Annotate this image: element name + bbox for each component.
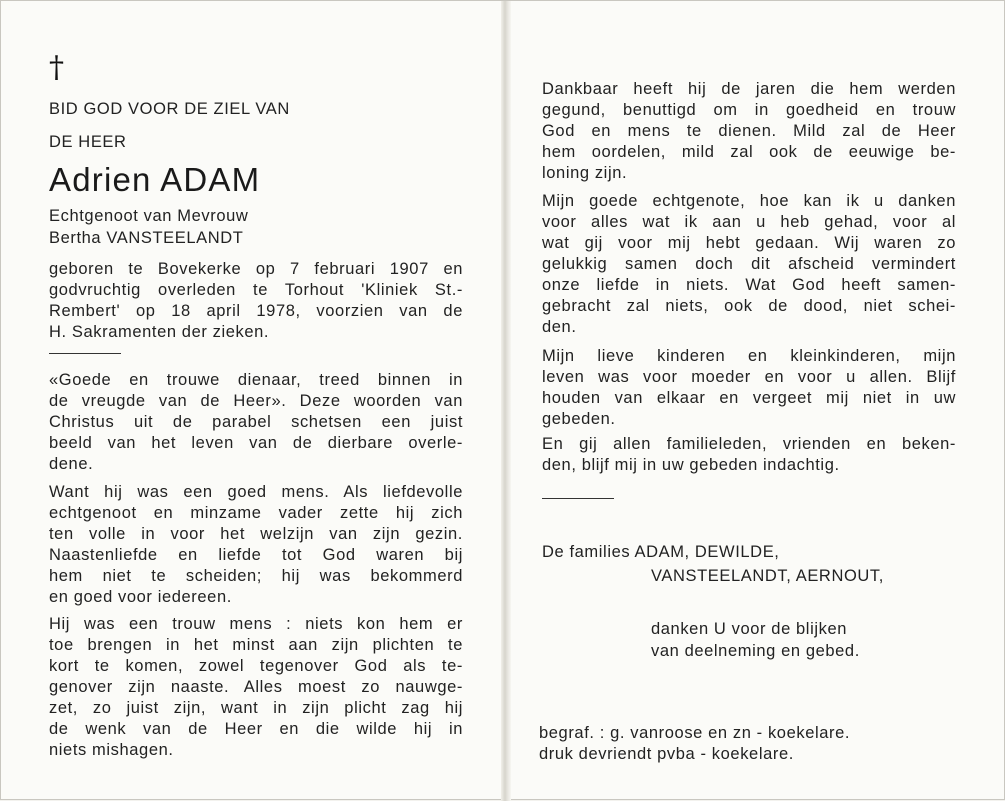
left-page — [49, 1, 469, 801]
right-page — [539, 1, 962, 801]
paragraph-line: wat gij voor mij hebt gedaan. Wij waren zo — [542, 234, 956, 252]
cross-icon: † — [49, 50, 64, 85]
bio-line: H. Sakramenten der zieken. — [49, 323, 270, 341]
paragraph-line: toe brengen in het minst aan zijn plichten te — [49, 636, 463, 654]
paragraph-line: onze liefde in niets. Wat God heeft samen- — [542, 276, 956, 294]
bio-line: geboren te Bovekerke op 7 februari 1907 en — [49, 260, 463, 278]
paragraph-line: de wenk van de Heer en die wilde hij in — [49, 720, 463, 738]
families-line-2: VANSTEELANDT, AERNOUT, — [651, 567, 884, 585]
paragraph-line: En gij allen familieleden, vrienden en beken- — [542, 435, 956, 453]
paragraph-line: zet, zo juist zijn, want in zijn plicht zag hij — [49, 699, 463, 717]
paragraph-line: ten volle in voor het welzijn van zijn gezin. — [49, 525, 463, 543]
paragraph-line: gebracht zal niets, ook de dood, niet schei- — [542, 297, 956, 315]
card-fold — [501, 1, 511, 801]
paragraph-line: hem oordelen, mild zal ook de eeuwige be- — [542, 143, 956, 161]
paragraph-line: Want hij was een goed mens. Als liefdevolle — [49, 483, 463, 501]
bio-line: godvruchtig overleden te Torhout 'Kliniek St.- — [49, 281, 463, 299]
paragraph-line: hem niet te scheiden; hij was bekommerd — [49, 567, 463, 585]
paragraph-line: Mijn goede echtgenote, hoe kan ik u danken — [542, 192, 956, 210]
paragraph-line: houden van elkaar en vergeet mij niet in uw — [542, 389, 956, 407]
paragraph-line: den, blijf mij in uw gebeden indachtig. — [542, 456, 840, 474]
printer-line-2: druk devriendt pvba - koekelare. — [539, 745, 794, 763]
quote-line: beeld van het leven van de dierbare overle- — [49, 434, 463, 452]
paragraph-line: genover zijn naaste. Alles moest zo nauwge- — [49, 678, 463, 696]
thanks-line-1: danken U voor de blijken — [651, 620, 848, 638]
divider-rule — [542, 498, 614, 499]
paragraph-line: Hij was een trouw mens : niets kon hem er — [49, 615, 463, 633]
thanks-line-2: van deelneming en gebed. — [651, 642, 860, 660]
paragraph-line: voor alles wat ik aan u heb gehad, voor al — [542, 213, 956, 231]
heading-line-2: DE HEER — [49, 133, 127, 151]
paragraph-line: Mijn lieve kinderen en kleinkinderen, mijn — [542, 347, 956, 365]
paragraph-line: loning zijn. — [542, 164, 628, 182]
paragraph-line: God en mens te dienen. Mild zal de Heer — [542, 122, 956, 140]
quote-line: Christus uit de parabel schetsen een juist — [49, 413, 463, 431]
deceased-name: Adrien ADAM — [49, 161, 261, 198]
spouse-line-2: Bertha VANSTEELANDT — [49, 229, 244, 247]
paragraph-line: en goed voor iedereen. — [49, 588, 232, 606]
divider-rule — [49, 353, 121, 354]
printer-line-1: begraf. : g. vanroose en zn - koekelare. — [539, 724, 851, 742]
paragraph-line: Naastenliefde en liefde tot God waren bij — [49, 546, 463, 564]
families-line-1: De families ADAM, DEWILDE, — [542, 543, 780, 561]
paragraph-line: gebeden. — [542, 410, 616, 428]
paragraph-line: den. — [542, 318, 577, 336]
paragraph-line: kort te komen, zowel tegenover God als te- — [49, 657, 463, 675]
quote-line: «Goede en trouwe dienaar, treed binnen in — [49, 371, 463, 389]
paragraph-line: Dankbaar heeft hij de jaren die hem werden — [542, 80, 956, 98]
paragraph-line: gegund, benuttigd om in goedheid en trouw — [542, 101, 956, 119]
paragraph-line: niets mishagen. — [49, 741, 174, 759]
paragraph-line: gelukkig samen doch dit afscheid vermindert — [542, 255, 956, 273]
paragraph-line: leven was voor moeder en voor u allen. Blijf — [542, 368, 956, 386]
spouse-line-1: Echtgenoot van Mevrouw — [49, 207, 249, 225]
quote-line: dene. — [49, 455, 94, 473]
paragraph-line: echtgenoot en minzame vader zette hij zich — [49, 504, 463, 522]
quote-line: de vreugde van de Heer». Deze woorden van — [49, 392, 463, 410]
heading-line-1: BID GOD VOOR DE ZIEL VAN — [49, 100, 290, 118]
bio-line: Rembert' op 18 april 1978, voorzien van de — [49, 302, 463, 320]
